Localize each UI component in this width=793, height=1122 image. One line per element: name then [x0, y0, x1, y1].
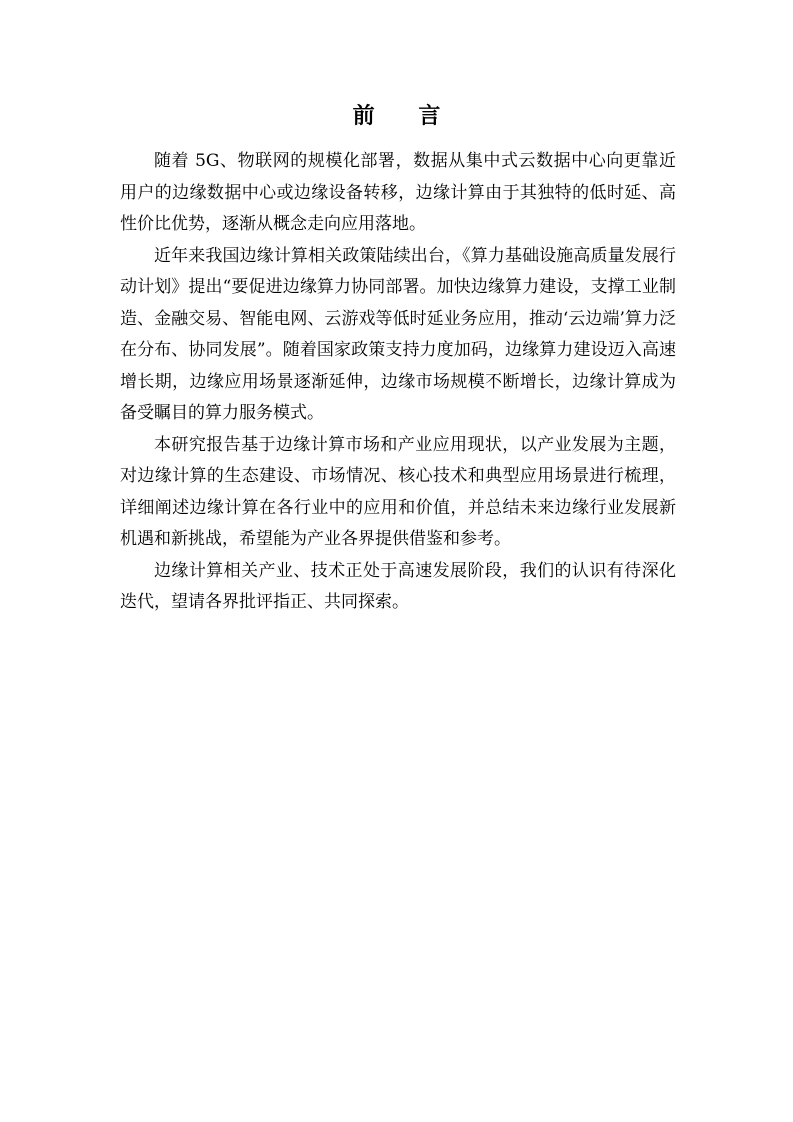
paragraph-policy: 近年来我国边缘计算相关政策陆续出台，《算力基础设施高质量发展行动计划》提出“要促进边缘算力协同部署。加快边缘算力建设，支撑工业制造、金融交易、智能电网、云游戏等低时延业务应用，推动‘云边端’算力泛在分布、协同发展”。随着国家政策支持力度加码，边缘算力建设迈入高速增长期，边缘应用场景逐渐延伸，边缘市场规模不断增长，边缘计算成为备受瞩目的算力服务模式。	[120, 245, 676, 423]
page-title: 前 言	[352, 104, 459, 129]
paragraph-closing: 边缘计算相关产业、技术正处于高速发展阶段，我们的认识有待深化迭代，望请各界批评指正、共同探索。	[120, 560, 676, 612]
paragraph-intro: 随着 5G、物联网的规模化部署，数据从集中式云数据中心向更靠近用户的边缘数据中心或边缘设备转移，边缘计算由于其独特的低时延、高性价比优势，逐渐从概念走向应用落地。	[120, 151, 676, 234]
paragraph-report-scope: 本研究报告基于边缘计算市场和产业应用现状，以产业发展为主题，对边缘计算的生态建设、市场情况、核心技术和典型应用场景进行梳理，详细阐述边缘计算在各行业中的应用和价值，并总结未来边缘行业发展新机遇和新挑战，希望能为产业各界提供借鉴和参考。	[120, 434, 676, 549]
document-body	[120, 146, 676, 619]
